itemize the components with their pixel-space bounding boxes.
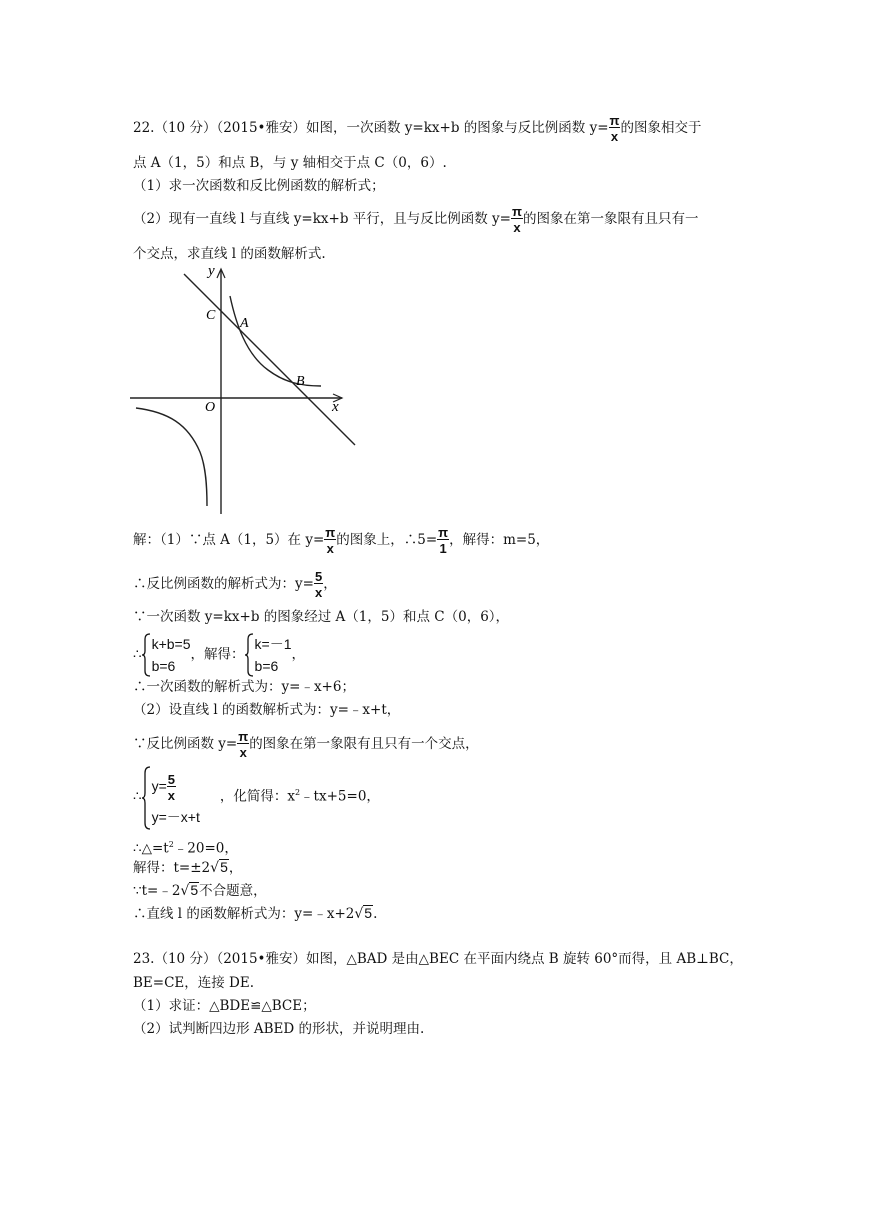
q23-part-2: （2）试判断四边形 ABED 的形状，并说明理由.	[133, 1021, 425, 1037]
solution-line-2: ∴反比例函数的解析式为：y= $\frac{5}{x}$ ，	[133, 569, 337, 600]
sqrt-icon: √	[210, 860, 220, 876]
q22-part-2-cont: 个交点，求直线 l 的函数解析式.	[133, 246, 326, 262]
solution-line-1: 解：（1）∵点 A（1，5）在 y= $\frac{\pi}{x}$ 的图象上，∴5= $\frac{\pi}{1}$ ，解得：m=5，	[133, 525, 550, 556]
solution-line-9: $\therefore\triangle=t^2﹣20=0$，	[133, 840, 238, 857]
x-axis-label: x	[332, 399, 339, 415]
fraction: $\frac{\pi}{x}$	[512, 204, 522, 235]
solution-line-6: （2）设直线 l 的函数解析式为：y=﹣x+t，	[133, 702, 401, 718]
hyperbola-branch-q3	[136, 408, 207, 506]
solution-line-10: 解得：t=±2√5，	[133, 859, 243, 876]
fraction: $\frac{\pi}{x}$	[609, 113, 620, 144]
sqrt-icon: √	[180, 883, 190, 899]
origin-label: O	[205, 400, 216, 415]
equation-system-2: k=－1 b=6	[245, 633, 292, 677]
q22-part-1: （1）求一次函数和反比例函数的解析式；	[133, 178, 385, 194]
solution-line-11: ∵t=﹣2√5不合题意，	[133, 882, 267, 899]
y-axis-label: y	[208, 263, 215, 279]
solution-line-5: ∴一次函数的解析式为：y=﹣x+6；	[133, 679, 355, 695]
q22-part-2: （2）现有一直线 l 与直线 y=kx+b 平行，且与反比例函数 y= $\frac{\pi}{x}$ 的图象在第一象限有且只有一	[133, 204, 699, 235]
fraction: $\frac{5}{x}$	[314, 569, 323, 600]
brace-icon	[142, 766, 151, 830]
point-a-label: A	[240, 316, 249, 331]
equation-system-1: k+b=5 b=6	[142, 633, 191, 677]
solution-line-8: ∴ y= $\frac{5}{x}$ y=－x+t ，化简得：$x^2﹣tx+5=0$，	[133, 766, 380, 828]
q23-line-1: 23.（10 分）（2015•雅安）如图，△BAD 是由△BEC 在平面内绕点 B 旋转 60°而得，且 AB⊥BC，	[133, 951, 743, 967]
function-graph	[128, 262, 360, 516]
solution-line-7: ∵反比例函数 y= $\frac{\pi}{x}$ 的图象在第一象限有且只有一个交点，	[133, 729, 479, 760]
point-b-label: B	[296, 374, 305, 389]
hyperbola-branch-q1	[230, 296, 321, 386]
q22-line-2: 点 A（1，5）和点 B，与 y 轴相交于点 C（0，6）.	[133, 155, 447, 171]
q23-line-2: BE=CE，连接 DE.	[133, 975, 255, 991]
fraction: $\frac{5}{x}$	[167, 771, 176, 803]
brace-icon	[142, 633, 151, 677]
solution-line-4: ∴ k+b=5 b=6 ，解得： k=－1 b=6 ，	[133, 633, 305, 677]
brace-icon	[245, 633, 254, 677]
solution-line-3: ∵一次函数 y=kx+b 的图象经过 A（1，5）和点 C（0，6），	[133, 609, 510, 625]
sqrt-icon: √	[354, 906, 364, 922]
fraction: $\frac{\pi}{x}$	[238, 729, 249, 760]
linear-function-line	[184, 274, 355, 445]
solution-line-12: ∴直线 l 的函数解析式为：y=﹣x+2√5.	[133, 905, 378, 922]
fraction: $\frac{\pi}{x}$	[325, 525, 336, 556]
equation-system-3: y= $\frac{5}{x}$ y=－x+t	[142, 766, 220, 828]
point-c-label: C	[206, 308, 216, 323]
fraction: $\frac{\pi}{1}$	[438, 525, 449, 556]
q23-part-1: （1）求证：△BDE≌△BCE；	[133, 998, 316, 1014]
q22-line-1: 22.（10 分）（2015•雅安）如图，一次函数 y=kx+b 的图象与反比例函数 y= $\frac{\pi}{x}$ 的图象相交于	[133, 113, 702, 144]
